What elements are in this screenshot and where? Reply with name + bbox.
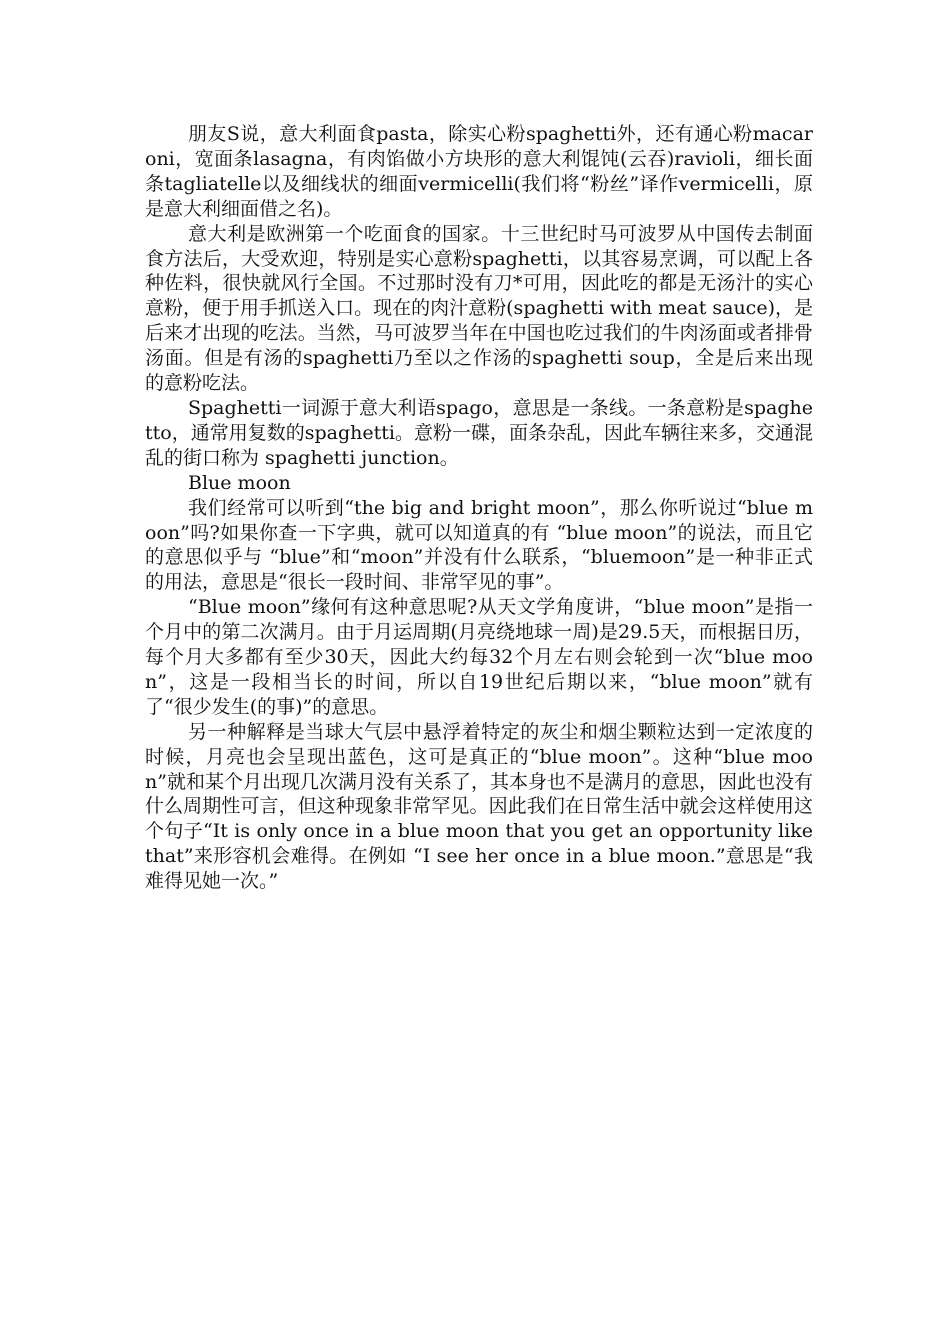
paragraph-blue-moon-atmosphere: 另一种解释是当球大气层中悬浮着特定的灰尘和烟尘颗粒达到一定浓度的时候，月亮也会呈现出蓝色，这可是真正的“blue moon”。这种“blue moon”就和某个月出现几次满月没有关系了，其本身也不是满月的意思，因此也没有什么周期性可言，但这种现象非常罕见。因此我们在日常生活中就会这样使用这个句子“It is only once in a blue moon that you get an opportunity like that”来形容机会难得。在例如 “I see her once in a blue moon.”意思是“我难得见她一次。” <box>145 720 813 893</box>
paragraph-spaghetti-etymology: Spaghetti一词源于意大利语spago，意思是一条线。一条意粉是spaghetto，通常用复数的spaghetti。意粉一碟，面条杂乱，因此车辆往来多，交通混乱的街口称为 spaghetti junction。 <box>145 396 813 469</box>
paragraph-blue-moon-astronomy: “Blue moon”缘何有这种意思呢?从天文学角度讲，“blue moon”是指一个月中的第二次满月。由于月运周期(月亮绕地球一周)是29.5天，而根据日历，每个月大多都有至少30天，因此大约每32个月左右则会轮到一次“blue moon”，这是一段相当长的时间，所以自19世纪后期以来，“blue moon”就有了“很少发生(的事)”的意思。 <box>145 596 813 718</box>
paragraph-pasta-types: 朋友S说，意大利面食pasta，除实心粉spaghetti外，还有通心粉macaroni，宽面条lasagna，有肉馅做小方块形的意大利馄饨(云吞)ravioli，细长面条tagliatelle以及细线状的细面vermicelli(我们将“粉丝”译作vermicelli，原是意大利细面借之名)。 <box>145 123 813 220</box>
paragraph-blue-moon-intro: 我们经常可以听到“the big and bright moon”，那么你听说过“blue moon”吗?如果你查一下字典，就可以知道真的有 “blue moon”的说法，而且它的意思似乎与 “blue”和“moon”并没有什么联系，“bluemoon”是一种非正式的用法，意思是“很长一段时间、非常罕见的事”。 <box>145 496 813 594</box>
section-heading-blue-moon: Blue moon <box>188 471 291 494</box>
document-body <box>145 122 813 894</box>
paragraph-italy-history: 意大利是欧洲第一个吃面食的国家。十三世纪时马可波罗从中国传去制面食方法后，大受欢迎，特别是实心意粉spaghetti，以其容易烹调，可以配上各种佐料，很快就风行全国。不过那时没有刀*可用，因此吃的都是无汤汁的实心意粉，便于用手抓送入口。现在的肉汁意粉(spaghetti with meat sauce)，是后来才出现的吃法。当然，马可波罗当年在中国也吃过我们的牛肉汤面或者排骨汤面。但是有汤的spaghetti乃至以之作汤的spaghetti soup，全是后来出现的意粉吃法。 <box>145 222 813 395</box>
